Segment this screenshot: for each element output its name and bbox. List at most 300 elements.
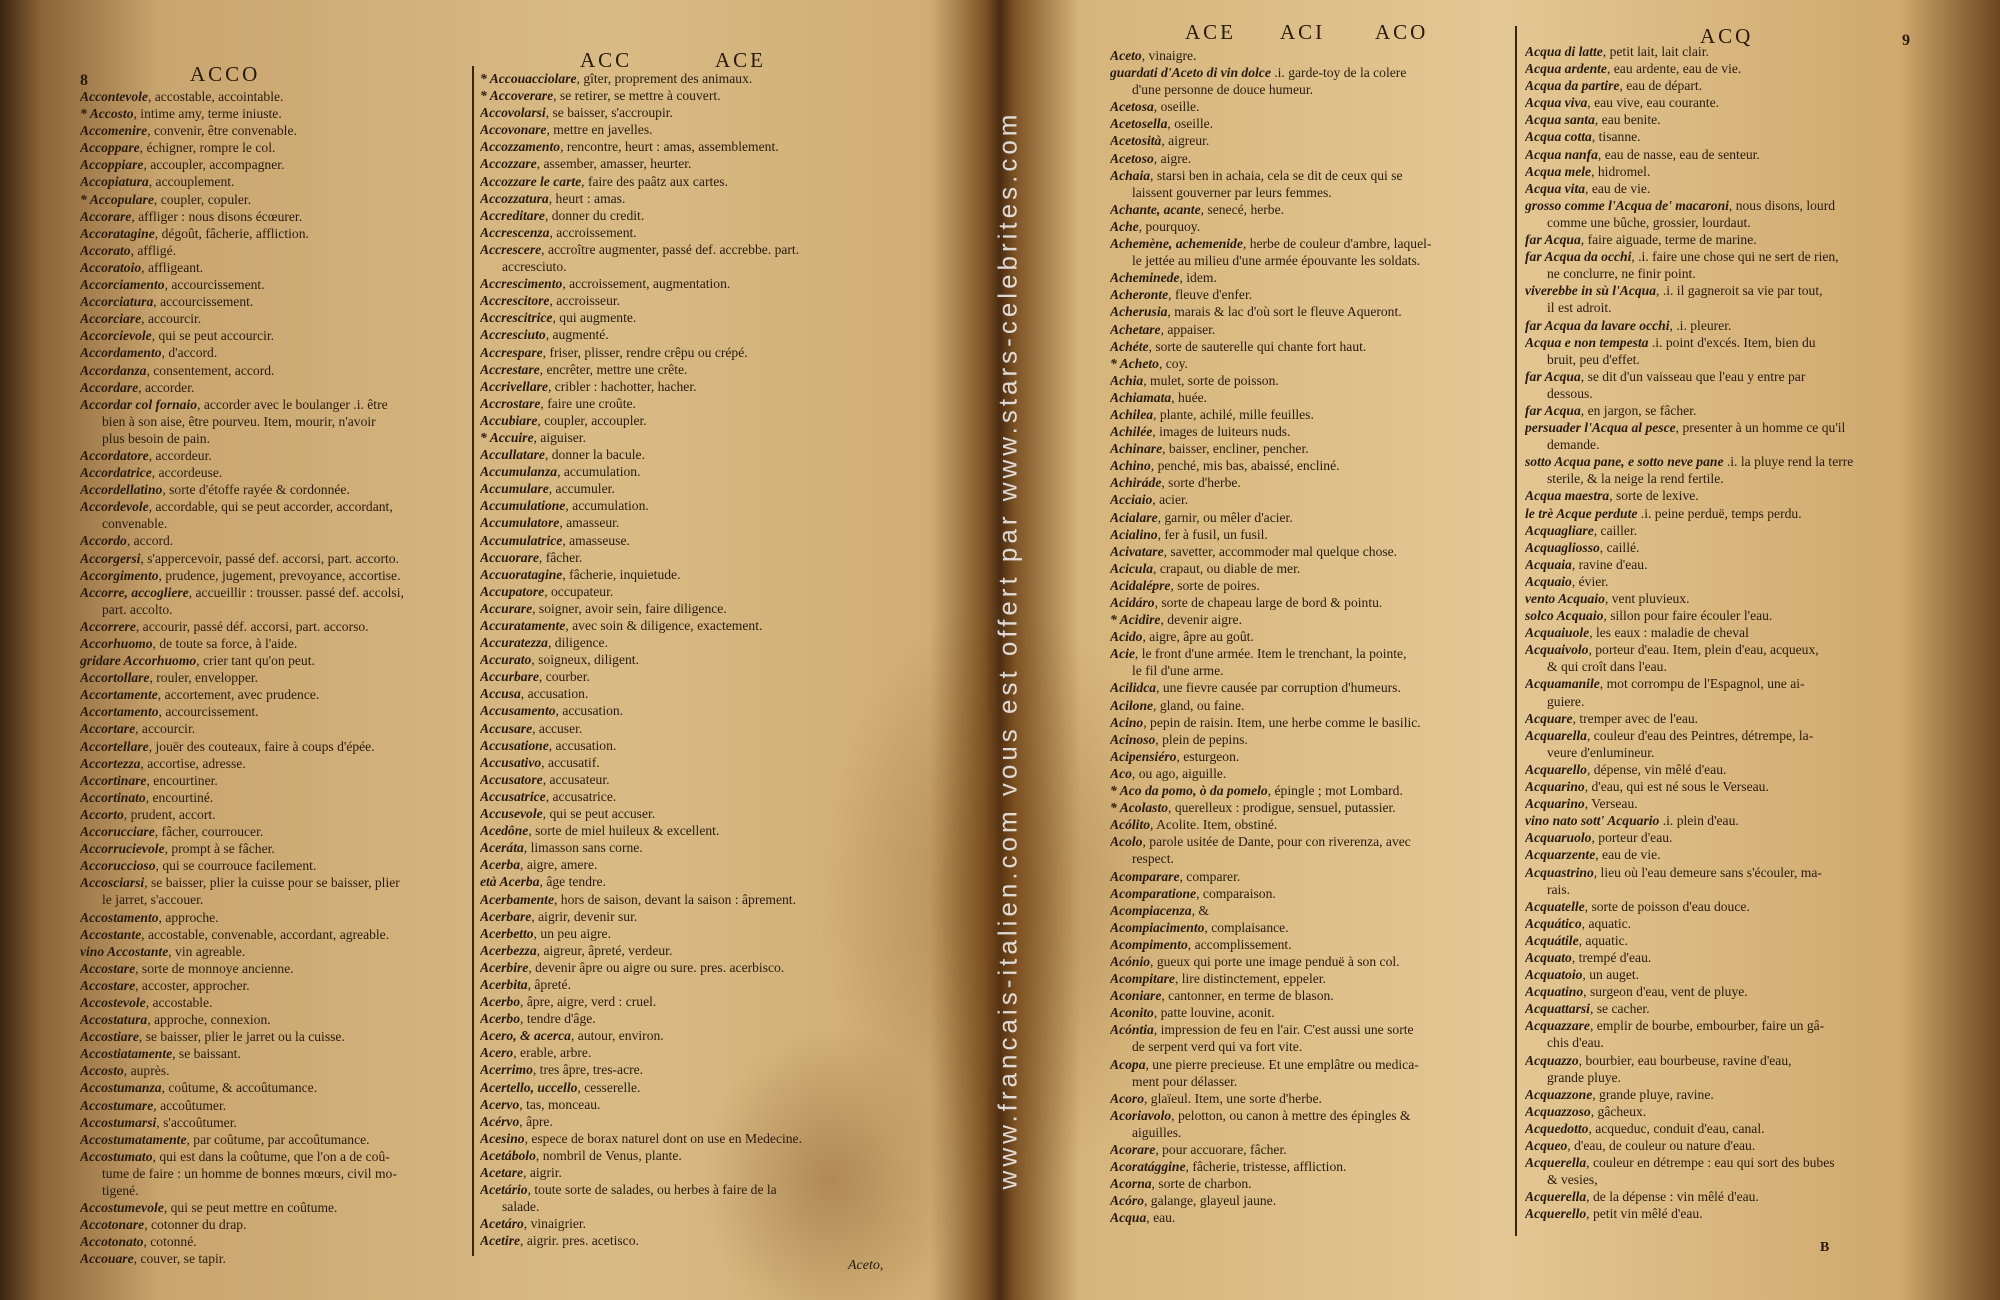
entry-headword: età Acerba <box>480 874 540 890</box>
entry-headword: Acquaio <box>1525 573 1572 589</box>
entry-headword: Acetário <box>480 1182 528 1198</box>
entry-definition: , accostable, convenable, accordant, agreable. <box>141 926 390 942</box>
dictionary-entry <box>1110 816 1510 833</box>
entry-headword: Acerbezza <box>480 942 537 958</box>
entry-definition: , accorder avec le boulanger .i. être <box>197 396 388 412</box>
entry-continuation-line <box>1525 470 1925 487</box>
entry-definition: , s'appercevoir, passé def. accorsi, part. accorto. <box>140 550 399 566</box>
entry-headword: Achilée <box>1110 424 1153 440</box>
entry-headword: far Acqua da occhi <box>1525 249 1632 265</box>
entry-definition: veure d'enlumineur. <box>1547 744 1655 760</box>
entry-definition: part. accolto. <box>102 601 173 617</box>
dictionary-entry <box>1525 915 1925 932</box>
entry-definition: , eau ardente, eau de vie. <box>1606 61 1742 77</box>
dictionary-entry <box>80 344 465 361</box>
dictionary-entry <box>1110 833 1510 850</box>
dictionary-entry <box>480 754 885 771</box>
entry-definition: , accourcissement. <box>164 277 265 293</box>
dictionary-entry <box>1525 1154 1925 1171</box>
entry-definition: , eau de nasse, eau de senteur. <box>1597 146 1760 162</box>
entry-definition: , de la dépense : vin mêlé d'eau. <box>1586 1189 1759 1205</box>
dictionary-entry <box>480 514 885 531</box>
entry-definition: , qui est dans la coûtume, que l'on a de coû- <box>152 1148 390 1164</box>
entry-headword: Acie <box>1110 646 1135 662</box>
entry-definition: , se cacher. <box>1589 1001 1650 1017</box>
entry-definition: , comparaison. <box>1196 885 1276 901</box>
dictionary-entry <box>1525 94 1925 111</box>
entry-definition: , gland, ou faine. <box>1153 697 1245 713</box>
entry-headword: Accordare <box>80 379 139 395</box>
entry-headword: Acquaivolo <box>1525 642 1589 658</box>
entry-definition: , une pierre precieuse. Et une emplâtre ou medica- <box>1145 1056 1419 1072</box>
dictionary-entry <box>1110 457 1510 474</box>
entry-definition: , accourcissement. <box>158 704 259 720</box>
dictionary-entry <box>1525 710 1925 727</box>
entry-definition: sterile, & la neige la rend fertile. <box>1547 471 1724 487</box>
entry-definition: , âpreté. <box>527 976 571 992</box>
dictionary-entry <box>1525 453 1925 470</box>
watermark-text: www.francais-italien.com vous est offert par www.stars-celebrites.com <box>992 110 1023 1190</box>
entry-definition: , vinaigre. <box>1141 48 1197 63</box>
dictionary-entry <box>480 1096 885 1113</box>
dictionary-entry <box>1525 163 1925 180</box>
entry-continuation-line <box>80 515 465 532</box>
entry-definition: , espece de borax naturel dont on use en Medecine. <box>524 1130 802 1146</box>
entry-definition: , vent pluvieux. <box>1604 591 1690 606</box>
entry-headword: Accrescenza <box>480 224 550 240</box>
dictionary-entry <box>80 1079 465 1096</box>
entry-definition: , approche. <box>158 909 219 925</box>
entry-definition: , appaiser. <box>1160 321 1216 337</box>
entry-headword: Accoratoio <box>80 259 142 275</box>
entry-definition: , consentement, accord. <box>146 362 275 378</box>
dictionary-entry <box>1525 949 1925 966</box>
entry-definition: , un peu aigre. <box>533 925 611 941</box>
dictionary-entry <box>1110 338 1510 355</box>
entry-definition: , sorte de miel huileux & excellent. <box>528 823 720 839</box>
dictionary-entry <box>1525 966 1925 983</box>
entry-headword: * Acolasto <box>1110 800 1169 816</box>
entry-headword: Accorrucievole <box>80 841 165 857</box>
entry-continuation-line <box>80 430 465 447</box>
entry-headword: Accusatrice <box>480 788 546 804</box>
entry-definition: , un auget. <box>1582 967 1640 983</box>
entry-headword: Acialare <box>1110 509 1158 525</box>
entry-headword: Accouare <box>80 1251 134 1267</box>
entry-headword: Acquarino <box>1525 796 1585 812</box>
entry-definition: , accortement, avec prudence. <box>157 687 320 703</box>
dictionary-entry <box>480 1113 885 1130</box>
entry-headword: Accorre, accogliere <box>80 584 189 600</box>
entry-headword: Accorato <box>80 242 131 258</box>
dictionary-entry <box>80 88 465 105</box>
entry-headword: Accumulatrice <box>480 532 563 548</box>
dictionary-entry <box>1110 645 1510 662</box>
dictionary-entry <box>1525 419 1925 436</box>
entry-headword: Accumulatore <box>480 515 560 531</box>
entry-definition: , qui se peut mettre en coûtume. <box>163 1200 338 1216</box>
dictionary-entry <box>80 755 465 772</box>
entry-definition: , ou ago, aiguille. <box>1131 765 1227 781</box>
entry-definition: .i. peine perduë, temps perdu. <box>1637 505 1802 521</box>
dictionary-entry <box>80 1045 465 1062</box>
entry-definition: , aigreur. <box>1161 133 1210 149</box>
entry-headword: le trè Acque perdute <box>1525 505 1638 521</box>
dictionary-entry <box>1525 1188 1925 1205</box>
entry-definition: , coupler, accoupler. <box>537 412 647 428</box>
dictionary-entry <box>1110 628 1510 645</box>
entry-headword: Acquarino <box>1525 779 1585 795</box>
entry-definition: , dépense, vin mêlé d'eau. <box>1586 761 1727 777</box>
entry-definition: , cribler : hachotter, hacher. <box>547 378 697 394</box>
dictionary-entry <box>480 891 885 908</box>
entry-headword: Accordevole <box>80 499 149 515</box>
entry-headword: vento Acquaio <box>1525 591 1605 606</box>
entry-definition: , aigrir. pres. acetisco. <box>520 1233 639 1249</box>
entry-headword: Acedône <box>480 823 529 839</box>
dictionary-entry <box>480 617 885 634</box>
entry-definition: bruit, peu d'effet. <box>1547 351 1640 367</box>
dictionary-entry <box>480 805 885 822</box>
entry-definition: rais. <box>1547 881 1571 897</box>
dictionary-entry <box>1525 590 1925 607</box>
dictionary-entry <box>480 685 885 702</box>
entry-definition: , accoûtumer. <box>153 1097 227 1113</box>
entry-definition: dessous. <box>1547 385 1593 401</box>
entry-definition: , prudent, accort. <box>123 806 216 822</box>
dictionary-entry <box>1110 64 1510 81</box>
dictionary-entry <box>1525 248 1925 265</box>
entry-headword: Accusatore <box>480 771 543 787</box>
entry-headword: Achia <box>1110 372 1144 388</box>
column-rule <box>1515 26 1517 1236</box>
left-page-column-1 <box>80 88 465 1267</box>
entry-headword: Acerbire <box>480 959 529 975</box>
entry-continuation-line <box>480 1198 885 1215</box>
entry-definition: , qui augmente. <box>552 310 637 326</box>
entry-headword: Accostumatamente <box>80 1131 187 1147</box>
entry-definition: , âpre. <box>519 1113 553 1129</box>
entry-definition: , âpre, aigre, verd : cruel. <box>520 994 657 1010</box>
entry-headword: Acérvo <box>480 1113 520 1129</box>
entry-headword: Acquedotto <box>1525 1120 1589 1136</box>
entry-headword: Acolo <box>1110 834 1143 850</box>
dictionary-entry <box>80 960 465 977</box>
entry-definition: , images de luiteurs nuds. <box>1152 424 1291 440</box>
dictionary-entry <box>1110 543 1510 560</box>
entry-headword: Aceráta <box>480 840 524 856</box>
entry-definition: , fâcher. <box>538 549 583 565</box>
entry-headword: Acerbetto <box>480 925 534 941</box>
dictionary-entry <box>480 1164 885 1181</box>
dictionary-entry <box>80 259 465 276</box>
entry-definition: , accordable, qui se peut accorder, accordant, <box>148 499 393 515</box>
entry-definition: , encourtiné. <box>145 789 214 805</box>
entry-headword: Accovonare <box>480 122 547 138</box>
dictionary-entry <box>480 771 885 788</box>
dictionary-entry <box>80 1216 465 1233</box>
column-header: ACO <box>1375 20 1429 44</box>
dictionary-entry <box>1110 594 1510 611</box>
dictionary-entry <box>480 873 885 890</box>
entry-definition: , encrêter, mettre une crête. <box>539 361 688 377</box>
entry-definition: , .i. il gagneroit sa vie par tout, <box>1656 283 1823 299</box>
entry-headword: Accortellare <box>80 738 149 754</box>
entry-definition: , nous disons, lourd <box>1728 197 1836 213</box>
entry-definition: comme une bûche, grossier, lourdaut. <box>1547 214 1751 230</box>
entry-headword: Accozzatura <box>480 190 549 206</box>
entry-definition: , pelotton, ou canon à mettre des épingles & <box>1171 1107 1411 1123</box>
entry-headword: Accresciuto <box>480 327 546 343</box>
entry-definition: , garnir, ou mêler d'acier. <box>1157 509 1293 525</box>
entry-headword: Acerbo <box>480 1011 521 1027</box>
entry-headword: Accurato <box>480 652 532 668</box>
dictionary-entry <box>1110 714 1510 731</box>
entry-headword: Acoro <box>1110 1090 1144 1106</box>
right-page-column-1 <box>1110 47 1510 1226</box>
entry-definition: , coy. <box>1158 355 1188 371</box>
entry-continuation-line <box>1525 265 1925 282</box>
dictionary-entry <box>1110 1175 1510 1192</box>
dictionary-entry <box>480 822 885 839</box>
dictionary-entry <box>1110 286 1510 303</box>
dictionary-entry <box>80 703 465 720</box>
dictionary-entry <box>80 789 465 806</box>
entry-headword: Acquarello <box>1525 761 1587 777</box>
dictionary-entry <box>1525 77 1925 94</box>
entry-definition: , grande pluye, ravine. <box>1592 1086 1714 1102</box>
entry-definition: , accusation. <box>520 686 589 702</box>
entry-headword: Acqua vita <box>1525 180 1586 196</box>
entry-definition: , bourbier, eau bourbeuse, ravine d'eau, <box>1578 1052 1792 1068</box>
dictionary-entry <box>1525 727 1925 744</box>
entry-headword: Acilidca <box>1110 680 1157 696</box>
dictionary-entry <box>480 275 885 292</box>
entry-headword: far Acqua <box>1525 402 1581 418</box>
dictionary-entry <box>80 139 465 156</box>
dictionary-entry <box>80 1148 465 1165</box>
dictionary-entry <box>1110 406 1510 423</box>
entry-headword: Accusa <box>480 686 521 702</box>
right-page <box>1010 0 2000 1300</box>
dictionary-entry <box>1110 799 1510 816</box>
entry-definition: , crapaut, ou diable de mer. <box>1153 560 1301 576</box>
entry-headword: Acónio <box>1110 953 1151 969</box>
entry-definition: , accoupler, accompagner. <box>143 157 285 173</box>
entry-definition: , courber. <box>538 669 590 685</box>
entry-headword: Achetare <box>1110 321 1161 337</box>
entry-headword: Accumulatione <box>480 498 566 514</box>
dictionary-entry <box>80 447 465 464</box>
entry-headword: vino nato sott' Acquario <box>1525 813 1660 829</box>
dictionary-entry <box>480 976 885 993</box>
entry-definition: , accord. <box>126 533 174 549</box>
column-header: ACC <box>580 48 633 72</box>
entry-continuation-line <box>1525 351 1925 368</box>
entry-headword: Acqua santa <box>1525 112 1595 128</box>
entry-definition: , couver, se tapir. <box>133 1251 226 1267</box>
dictionary-entry <box>80 823 465 840</box>
entry-continuation-line <box>1110 1038 1510 1055</box>
entry-headword: Acheminede <box>1110 270 1180 286</box>
entry-definition: , accorder. <box>138 379 195 395</box>
entry-continuation-line <box>1525 1069 1925 1086</box>
entry-definition: salade. <box>502 1199 540 1215</box>
entry-definition: , aigrir, devenir sur. <box>531 908 638 924</box>
entry-headword: Accomenire <box>80 123 148 139</box>
entry-headword: Acqua e non tempesta <box>1525 334 1649 350</box>
entry-continuation-line <box>480 258 885 275</box>
entry-headword: Acomparatione <box>1110 885 1197 901</box>
entry-headword: Acqua cotta <box>1525 129 1592 145</box>
dictionary-entry <box>480 1044 885 1061</box>
entry-definition: , aigre, amere. <box>520 857 598 873</box>
dictionary-entry <box>1525 1017 1925 1034</box>
entry-headword: Achante, acante <box>1110 201 1201 217</box>
dictionary-entry <box>1110 150 1510 167</box>
entry-definition: , accourcir. <box>135 721 196 737</box>
dictionary-entry <box>1525 846 1925 863</box>
dictionary-entry <box>80 584 465 601</box>
entry-headword: Achiamata <box>1110 389 1172 405</box>
dictionary-entry <box>1525 864 1925 881</box>
entry-headword: Acquátile <box>1525 932 1579 948</box>
dictionary-entry <box>480 856 885 873</box>
dictionary-entry <box>80 481 465 498</box>
entry-definition: , porteur d'eau. <box>1591 830 1673 846</box>
entry-definition: , querelleux : prodigue, sensuel, putassier. <box>1168 800 1396 816</box>
entry-definition: , rencontre, heurt : amas, assemblement. <box>560 139 779 155</box>
entry-headword: Acqua nanfa <box>1525 146 1598 162</box>
entry-headword: sotto Acqua pane, e sotto neve pane <box>1525 454 1724 470</box>
entry-headword: Acido <box>1110 629 1143 645</box>
entry-headword: Accopiatura <box>80 174 149 190</box>
dictionary-entry <box>1110 902 1510 919</box>
entry-headword: Accortamente <box>80 687 158 703</box>
entry-headword: Accrescimento <box>480 276 563 292</box>
right-page-column-2 <box>1525 43 1925 1222</box>
dictionary-entry <box>1525 761 1925 778</box>
entry-definition: , tres âpre, tres-acre. <box>532 1062 644 1078</box>
entry-definition: , comparer. <box>1179 868 1241 884</box>
dictionary-entry <box>80 550 465 567</box>
entry-continuation-line <box>80 601 465 618</box>
entry-headword: Accostumare <box>80 1097 154 1113</box>
entry-definition: , accortise, adresse. <box>140 755 246 771</box>
entry-definition: & qui croît dans l'eau. <box>1547 659 1667 675</box>
entry-headword: Accorrere <box>80 618 136 634</box>
entry-headword: Acqueo <box>1525 1138 1568 1153</box>
entry-definition: aiguilles. <box>1132 1124 1182 1140</box>
dictionary-entry <box>80 874 465 891</box>
dictionary-entry <box>480 480 885 497</box>
entry-headword: Acivatare <box>1110 543 1164 559</box>
dictionary-entry <box>480 925 885 942</box>
dictionary-entry <box>1110 47 1510 64</box>
entry-definition: guiere. <box>1547 693 1585 709</box>
entry-definition: , esturgeon. <box>1176 748 1240 764</box>
dictionary-entry <box>480 292 885 309</box>
entry-definition: tume de faire : un homme de bonnes mœurs, civil mo- <box>102 1165 397 1181</box>
entry-headword: Accortinato <box>80 789 146 805</box>
dictionary-entry <box>1525 231 1925 248</box>
entry-headword: persuader l'Acqua al pesce <box>1525 420 1676 436</box>
entry-headword: Acquastrino <box>1525 864 1594 880</box>
entry-headword: solco Acquaio <box>1525 608 1604 624</box>
dictionary-entry <box>480 720 885 737</box>
dictionary-entry <box>1525 368 1925 385</box>
entry-headword: Acerbamente <box>480 891 554 907</box>
dictionary-entry <box>480 1181 885 1198</box>
entry-headword: Acquazzare <box>1525 1018 1590 1034</box>
entry-definition: , avec soin & diligence, exactement. <box>565 618 763 633</box>
dictionary-entry <box>80 379 465 396</box>
entry-headword: Acesino <box>480 1130 525 1146</box>
entry-definition: , hors de saison, devant la saison : âprement. <box>554 891 796 907</box>
entry-definition: , accusatrice. <box>545 788 617 804</box>
entry-headword: Acqua ardente <box>1525 61 1607 77</box>
dictionary-entry <box>1525 146 1925 163</box>
dictionary-entry <box>480 497 885 514</box>
dictionary-entry <box>480 634 885 651</box>
entry-definition: ment pour délasser. <box>1132 1073 1238 1089</box>
entry-definition: , se baisser, plier le jarret ou la cuisse. <box>138 1029 345 1045</box>
entry-definition: , eau benite. <box>1594 112 1661 128</box>
entry-definition: , hidromel. <box>1591 163 1651 179</box>
entry-headword: Accumulanza <box>480 464 558 480</box>
entry-definition: , accroisseur. <box>549 293 621 309</box>
entry-definition: , oseille. <box>1167 116 1214 132</box>
dictionary-entry <box>80 720 465 737</box>
entry-headword: Accotonato <box>80 1234 144 1250</box>
dictionary-entry <box>1110 1056 1510 1073</box>
entry-headword: Acquagliare <box>1525 522 1594 538</box>
entry-definition: , petit vin mêlé d'eau. <box>1586 1206 1703 1222</box>
dictionary-entry <box>80 293 465 310</box>
entry-headword: Acertello, uccello <box>480 1079 578 1095</box>
entry-definition: , d'accord. <box>161 345 218 361</box>
entry-headword: Accoratagine <box>80 225 155 241</box>
entry-headword: gridare Accorhuomo <box>80 653 197 669</box>
dictionary-entry <box>1110 731 1510 748</box>
dictionary-entry <box>1525 111 1925 128</box>
entry-definition: , accroissement, augmentation. <box>562 276 731 292</box>
entry-headword: Accostumevole <box>80 1200 164 1216</box>
entry-definition: , glaïeul. Item, une sorte d'herbe. <box>1143 1090 1322 1106</box>
page-number: 9 <box>1902 32 1910 49</box>
entry-headword: Acinoso <box>1110 731 1156 747</box>
entry-headword: Accurbare <box>480 669 539 685</box>
dictionary-entry <box>80 464 465 481</box>
entry-headword: Acciaio <box>1110 492 1153 508</box>
dictionary-entry <box>1110 936 1510 953</box>
entry-definition: , cantonner, en terme de blason. <box>1161 988 1334 1004</box>
dictionary-entry <box>480 993 885 1010</box>
dictionary-entry <box>480 395 885 412</box>
entry-headword: Acóro <box>1110 1193 1144 1209</box>
entry-definition: , eau de vie. <box>1595 847 1661 863</box>
entry-definition: , sorte de lexive. <box>1609 488 1699 504</box>
dictionary-entry <box>480 190 885 207</box>
entry-headword: Accostumato <box>80 1148 153 1164</box>
entry-headword: Acquerella <box>1525 1155 1587 1171</box>
entry-definition: , impression de feu en l'air. C'est aussi une sorte <box>1153 1022 1414 1038</box>
entry-definition: , évier. <box>1571 573 1609 589</box>
entry-headword: Acorna <box>1110 1176 1152 1192</box>
dictionary-entry <box>1525 556 1925 573</box>
signature-mark: B <box>1820 1240 1830 1255</box>
entry-headword: Accrescitrice <box>480 310 553 326</box>
